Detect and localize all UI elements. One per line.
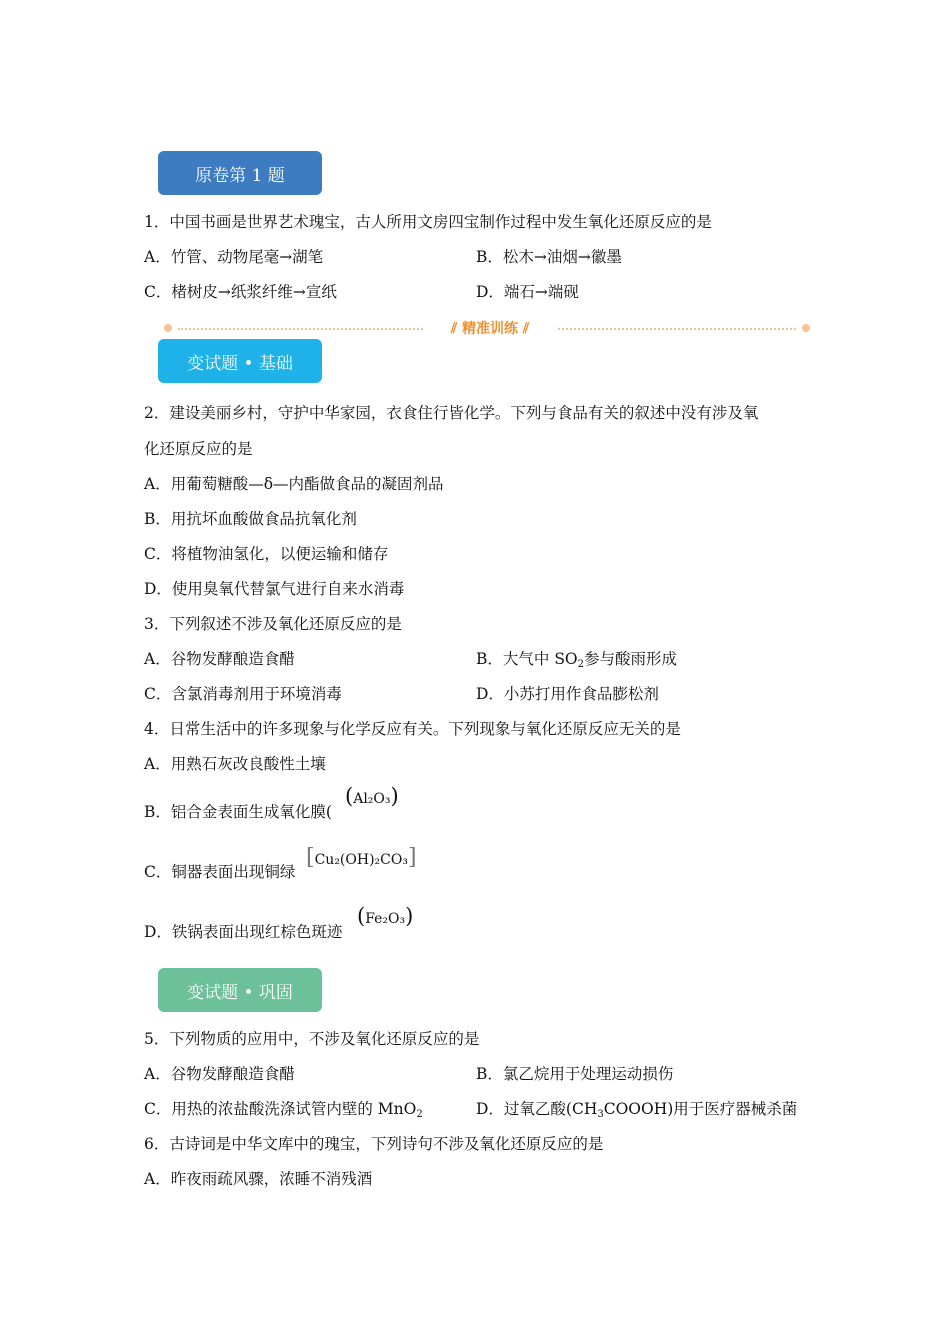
q2-option-a: A．用葡萄糖酸—δ—内酯做食品的凝固剂品 [144, 475, 444, 493]
q2-option-c: C．将植物油氢化，以便运输和储存 [144, 545, 389, 563]
q4-formula-al2o3: (Al₂O₃) [345, 784, 399, 808]
section-badge-original: 原卷第 1 题 [158, 151, 322, 195]
q5-stem: 5．下列物质的应用中，不涉及氧化还原反应的是 [144, 1030, 480, 1048]
q4-option-a: A．用熟石灰改良酸性土壤 [144, 755, 326, 773]
divider-label: ⫽ 精准训练 ⫽ [450, 321, 530, 337]
q1-option-a: A．竹管、动物尾毫→湖笔 [144, 248, 324, 266]
q4-option-b: B．铝合金表面生成氧化膜( [144, 803, 332, 821]
q4-formula-fe2o3: (Fe₂O₃) [357, 904, 414, 928]
q1-option-c: C．楮树皮→纸浆纤维→宣纸 [144, 283, 337, 301]
q4-option-c: C．铜器表面出现铜绿 [144, 863, 296, 881]
section-badge-consolidate: 变试题 • 巩固 [158, 968, 322, 1012]
q1-option-b: B．松木→油烟→徽墨 [476, 248, 622, 266]
section-divider [160, 318, 820, 338]
q3-option-b: B．大气中 $SO_2$参与酸雨形成 [476, 650, 678, 670]
q4-formula-copper-green: [Cu₂(OH)₂CO₃] [306, 845, 417, 870]
divider-dot-left [164, 324, 172, 332]
q5-option-b: B．氯乙烷用于处理运动损伤 [476, 1065, 674, 1083]
q3-option-d: D．小苏打用作食品膨松剂 [476, 685, 659, 703]
q3-stem: 3．下列叙述不涉及氧化还原反应的是 [144, 615, 402, 633]
q2-option-d: D．使用臭氧代替氯气进行自来水消毒 [144, 580, 405, 598]
q6-stem: 6．古诗词是中华文库中的瑰宝，下列诗句不涉及氧化还原反应的是 [144, 1135, 604, 1153]
q5-option-a: A．谷物发酵酿造食醋 [144, 1065, 295, 1083]
q5-option-c: C．用热的浓盐酸洗涤试管内壁的 MnO$_2$ [144, 1100, 423, 1120]
q1-option-d: D．端石→端砚 [476, 283, 579, 301]
divider-line-right [558, 328, 796, 330]
q2-stem-line2: 化还原反应的是 [144, 440, 253, 458]
q2-option-b: B．用抗坏血酸做食品抗氧化剂 [144, 510, 357, 528]
divider-line-left [178, 328, 423, 330]
q4-option-d: D．铁锅表面出现红棕色斑迹 [144, 923, 343, 941]
q1-stem: 1．中国书画是世界艺术瑰宝，古人所用文房四宝制作过程中发生氧化还原反应的是 [144, 213, 712, 231]
q5-option-d: D．过氧乙酸$(CH_3COOOH)$用于医疗器械杀菌 [476, 1100, 798, 1120]
section-badge-basic: 变试题 • 基础 [158, 339, 322, 383]
q4-stem: 4．日常生活中的许多现象与化学反应有关。下列现象与氧化还原反应无关的是 [144, 720, 681, 738]
q3-option-a: A．谷物发酵酿造食醋 [144, 650, 295, 668]
q3-option-c: C．含氯消毒剂用于环境消毒 [144, 685, 342, 703]
q6-option-a: A．昨夜雨疏风骤，浓睡不消残酒 [144, 1170, 373, 1188]
divider-dot-right [802, 324, 810, 332]
q2-stem-line1: 2．建设美丽乡村，守护中华家园，衣食住行皆化学。下列与食品有关的叙述中没有涉及氧 [144, 404, 759, 422]
